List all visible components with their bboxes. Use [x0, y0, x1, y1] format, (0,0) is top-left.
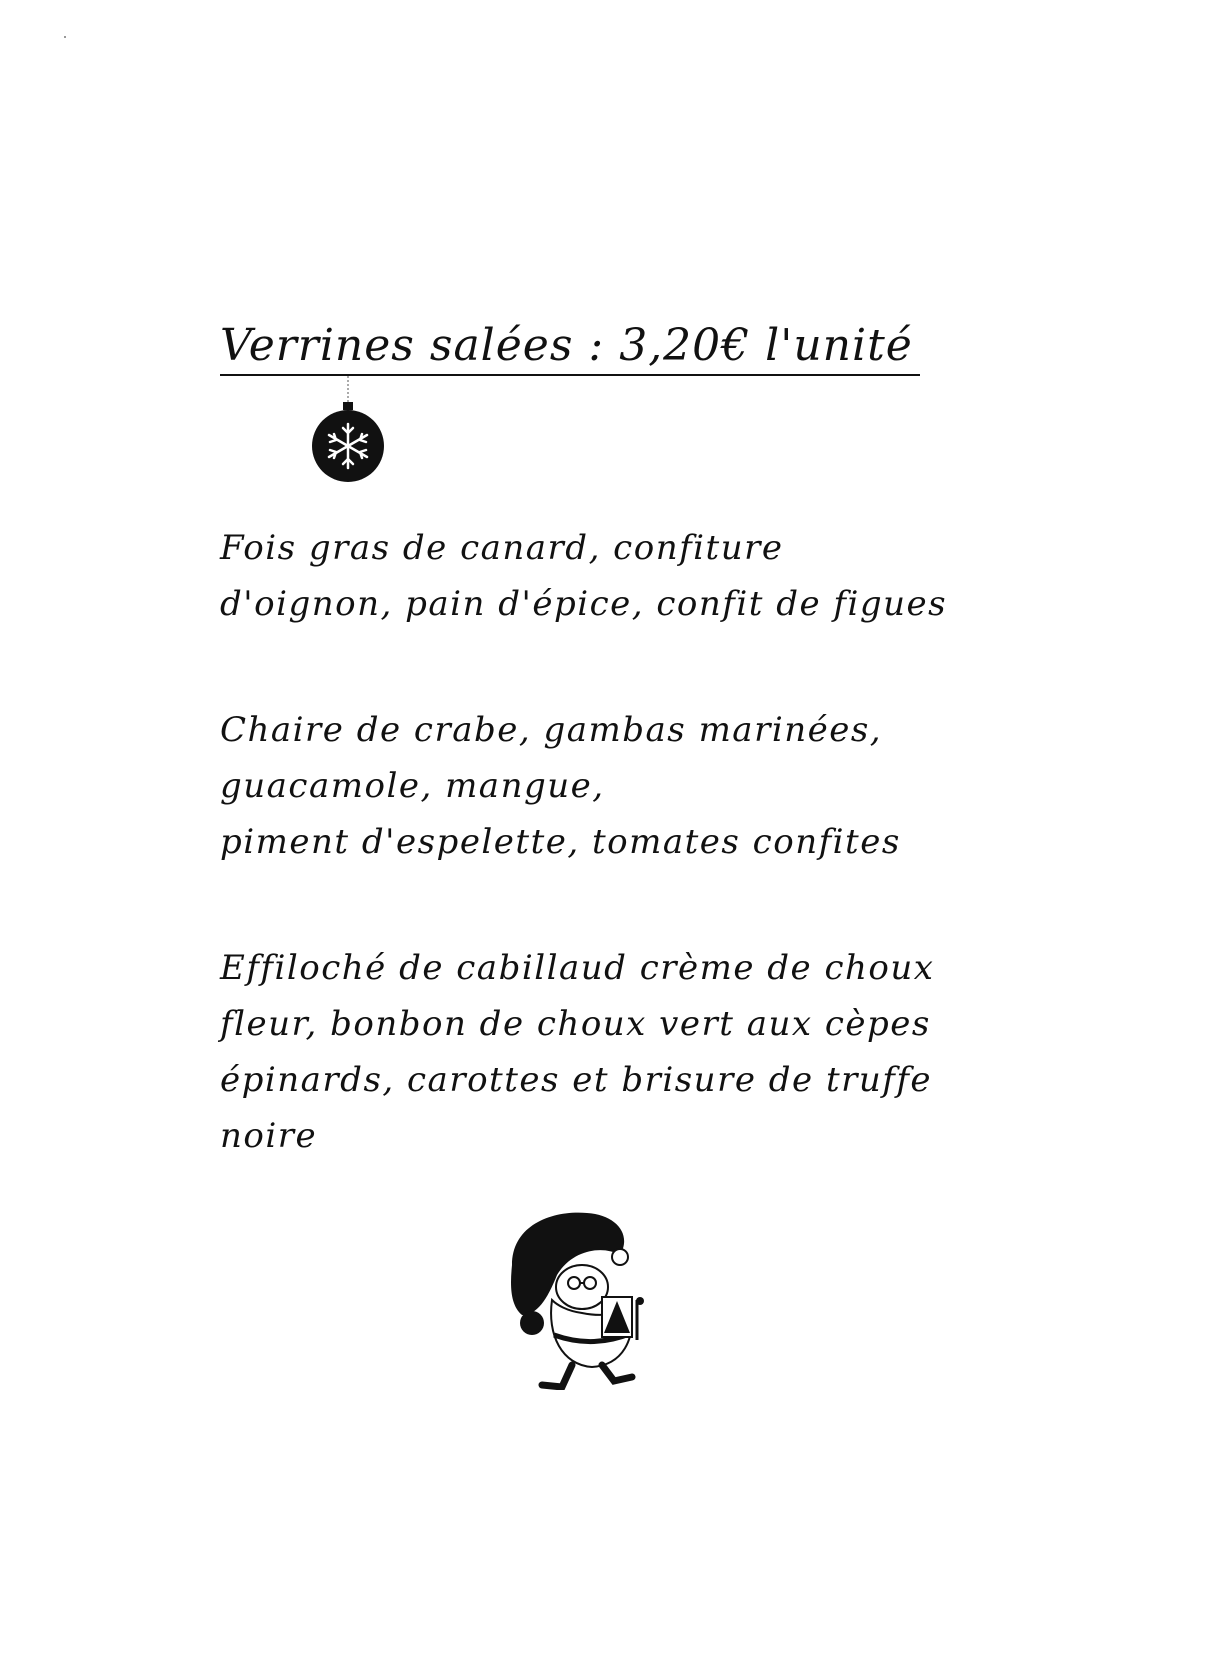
- menu-item-crabe: [220, 702, 980, 870]
- scan-speck: [64, 36, 66, 38]
- menu-item-line: d'oignon, pain d'épice, confit de figues: [220, 584, 948, 624]
- menu-item-line: fleur, bonbon de choux vert aux cèpes: [220, 1004, 931, 1044]
- christmas-bauble-snowflake-icon: [308, 376, 388, 496]
- menu-item-line: guacamole, mangue,: [220, 766, 605, 806]
- santa-claus-icon: [492, 1205, 672, 1390]
- menu-item-line: noire: [220, 1116, 318, 1156]
- menu-item-line: Fois gras de canard, confiture: [220, 528, 784, 568]
- menu-item-line: Effiloché de cabillaud crème de choux: [220, 948, 935, 988]
- menu-item-line: Chaire de crabe, gambas marinées,: [220, 710, 883, 750]
- page-title: Verrines salées : 3,20€ l'unité: [220, 318, 920, 376]
- menu-item-cabillaud: [220, 940, 980, 1164]
- menu-item-foie-gras: [220, 520, 980, 632]
- menu-item-line: piment d'espelette, tomates confites: [220, 822, 901, 862]
- menu-item-line: épinards, carottes et brisure de truffe: [220, 1060, 933, 1100]
